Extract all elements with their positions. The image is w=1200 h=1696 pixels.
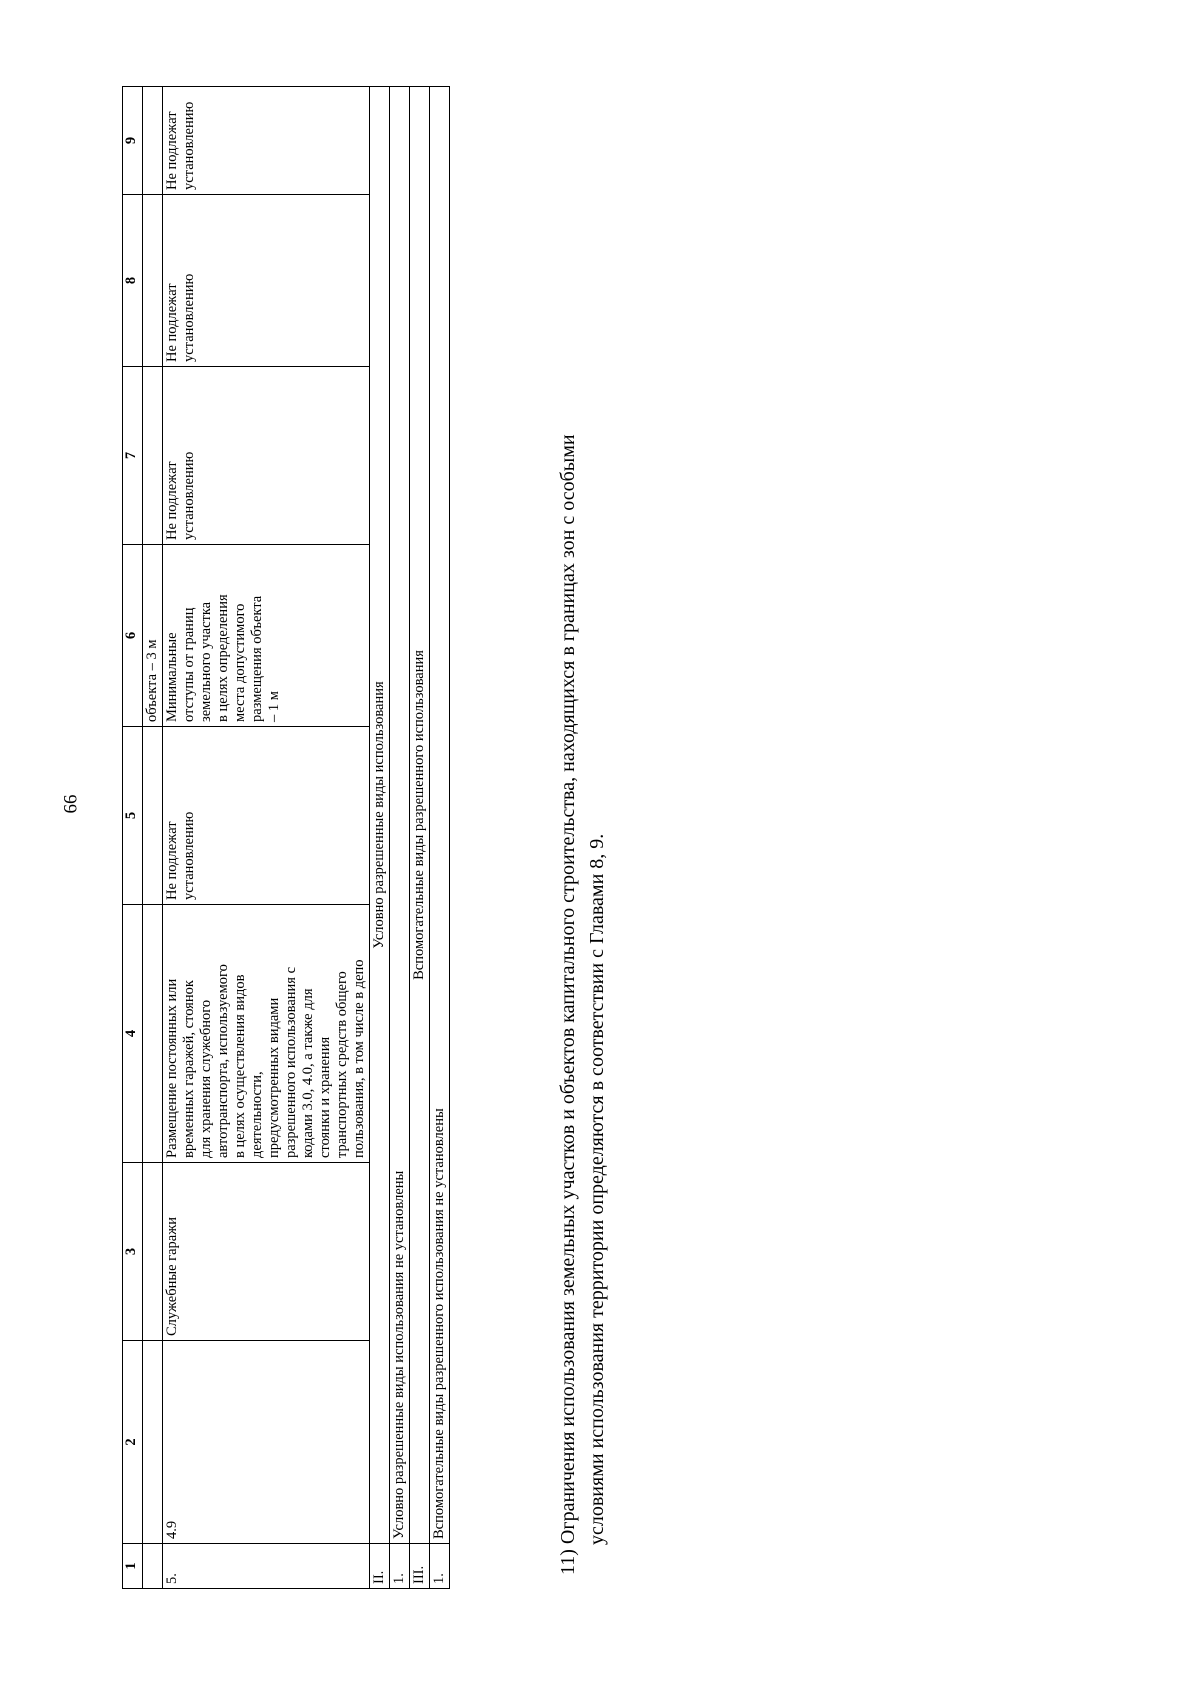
continuation-row [143,87,163,1589]
table-row [390,87,410,1589]
row-type-name: Служебные гаражи [163,1163,370,1341]
header-cell: 7 [123,367,143,545]
landscape-content [122,87,608,1589]
section-title: Условно разрешенные виды использования [370,87,390,1544]
header-cell: 9 [123,87,143,195]
footnote [554,87,612,1589]
row-col5: Не подлежат установлению [163,727,370,905]
row-text: Условно разрешенные виды использования не установлены [390,87,410,1544]
header-cell: 3 [123,1163,143,1341]
table-row [163,87,370,1589]
row-number: 1. [430,1544,450,1589]
row-col8: Не подлежат установлению [163,195,370,367]
page-number: 66 [60,794,82,814]
row-col7: Не подлежат установлению [163,367,370,545]
row-col9: Не подлежат установлению [163,87,370,195]
header-cell: 4 [123,905,143,1163]
continuation-cell: объекта – 3 м [143,545,163,727]
section-row [410,87,430,1589]
header-cell: 1 [123,1544,143,1589]
header-cell: 5 [123,727,143,905]
row-text: Вспомогательные виды разрешенного использования не установлены [430,87,450,1544]
section-number: II. [370,1544,390,1589]
row-number: 5. [163,1544,370,1589]
footnote-line: 11) Ограничения использования земельных участков и объектов капитального строительства, находящихся в границах зон с особыми [557,434,579,1575]
land-use-table [122,86,450,1589]
row-number: 1. [390,1544,410,1589]
section-row [370,87,390,1589]
header-cell: 8 [123,195,143,367]
row-code: 4.9 [163,1341,370,1544]
header-cell: 2 [123,1341,143,1544]
row-description: Размещение постоянных или временных гаражей, стоянок для хранения служебного автотранспорта, используемого в целях осуществления видов деятельности, предусмотренных видами разрешенного использования с кодами 3.0, 4.0, а также для стоянки и хранения транспортных средств общего пользования, в том числе в депо [163,905,370,1163]
table-header-row [123,87,143,1589]
header-cell: 6 [123,545,143,727]
section-number: III. [410,1544,430,1589]
row-col6: Минимальные отступы от границ земельного участка в целях определения места допустимого размещения объекта – 1 м [163,545,370,727]
section-title: Вспомогательные виды разрешенного использования [410,87,430,1544]
footnote-line: условиями использования территории определяются в соответствии с Главами 8, 9. [586,833,608,1545]
table-row [430,87,450,1589]
